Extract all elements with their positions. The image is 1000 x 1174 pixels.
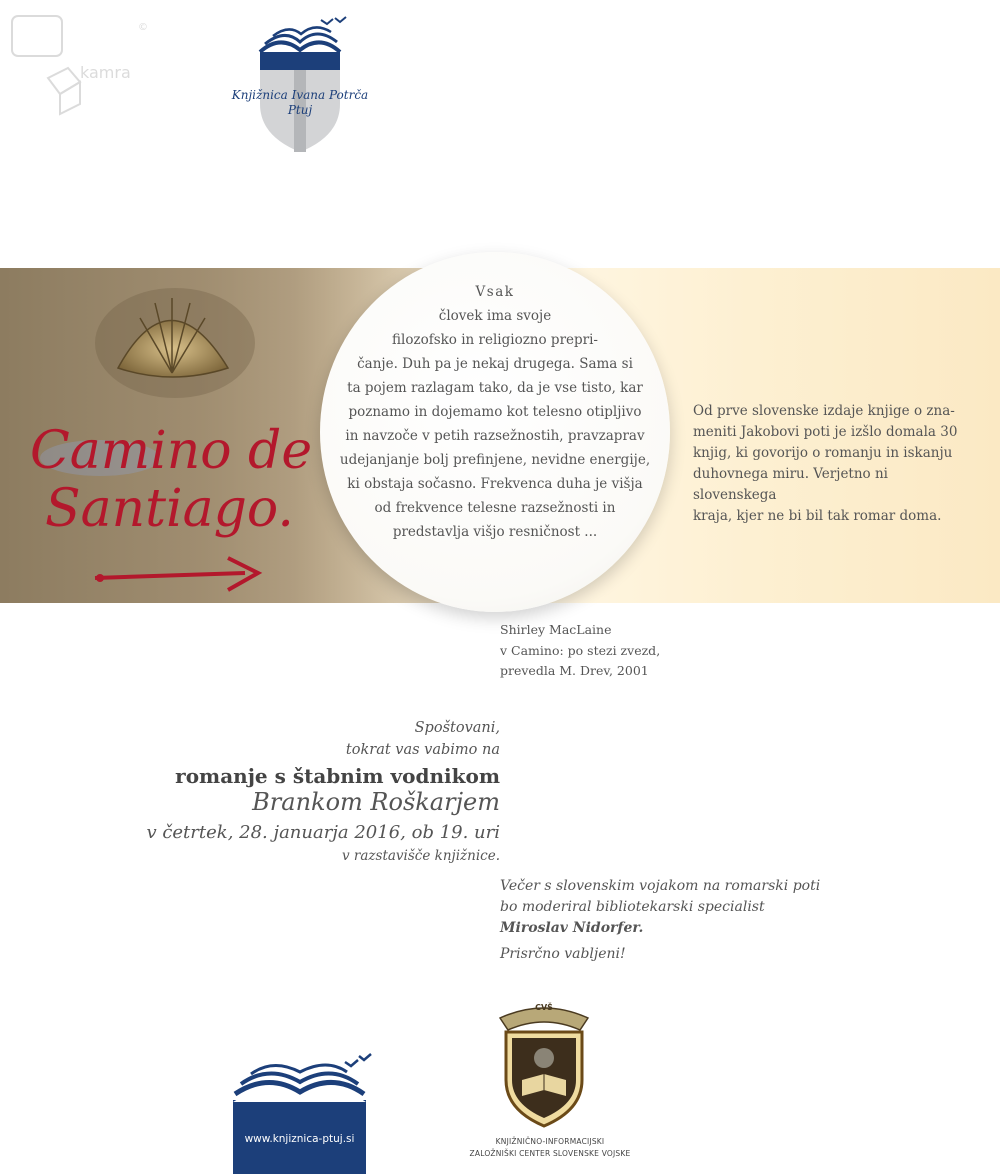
- watermark-text: kamra: [80, 63, 131, 82]
- banner-side-text: Od prve slovenske izdaje knjige o zna- meniti Jakobovi poti je izšlo domala 30 knjig, ki govorijo o romanju in iskanju duhovnega miru. Verjetno ni slovenskega kraja, kjer ne bi bil tak romar doma.: [693, 403, 958, 524]
- svg-text:©: ©: [138, 22, 148, 33]
- camino-text: Camino de: [30, 421, 313, 481]
- citation-book: v Camino: po stezi zvezd,: [500, 642, 661, 658]
- crest-organization-name: KNJIŽNIČNO-INFORMACIJSKI ZALOŽNIŠKI CENTER SLOVENSKE VOJSKE: [469, 1137, 631, 1158]
- military-library-crest: [492, 1000, 596, 1130]
- library-logo-text: [222, 88, 378, 118]
- event-title: romanje s štabnim vodnikom: [175, 764, 500, 788]
- library-name: Knjižnica Ivana Potrča: [231, 88, 369, 102]
- library-city: Ptuj: [287, 103, 313, 117]
- maclaine-quote: Vsak človek ima svoje filozofsko in religiozno prepri- čanje. Duh pa je nekaj drugega. Sama si ta pojem razlagam tako, da je vse tisto, kar poznamo in dojemamo kot telesno otipljivo in navzoče v petih razsežnostih, pravzaprav udejanjanje bolj prefinjene, nevidne energije, ki obstaja sočasno. Frekvenca duha je višja od frekvence telesne razsežnosti in predstavlja višjo resničnost ...: [339, 284, 651, 540]
- library-url[interactable]: www.knjiznica-ptuj.si: [244, 1133, 355, 1145]
- evening-info: Večer s slovenskim vojakom na romarski poti bo moderiral bibliotekarski specialist Miroslav Nidorfer.: [500, 876, 860, 939]
- library-book-logo: [233, 1050, 373, 1174]
- event-location: v razstavišče knjižnice.: [342, 848, 500, 864]
- invitation-intro: tokrat vas vabimo na: [345, 742, 500, 758]
- guest-name: Brankom Roškarjem: [252, 788, 500, 816]
- greeting: Spoštovani,: [414, 720, 500, 736]
- citation-author: Shirley MacLaine: [500, 622, 612, 637]
- crest-abbreviation: CVŠ: [535, 1003, 553, 1012]
- moderator-name: Miroslav Nidorfer.: [500, 920, 644, 936]
- quote-citation: [500, 620, 760, 682]
- santiago-text: Santiago.: [45, 479, 294, 539]
- citation-translation: prevedla M. Drev, 2001: [500, 663, 649, 678]
- library-logo: [225, 14, 375, 159]
- kamra-watermark-logo: [8, 8, 148, 118]
- welcome-text: Prisrčno vabljeni!: [500, 946, 626, 962]
- event-datetime: v četrtek, 28. januarja 2016, ob 19. uri: [146, 822, 500, 843]
